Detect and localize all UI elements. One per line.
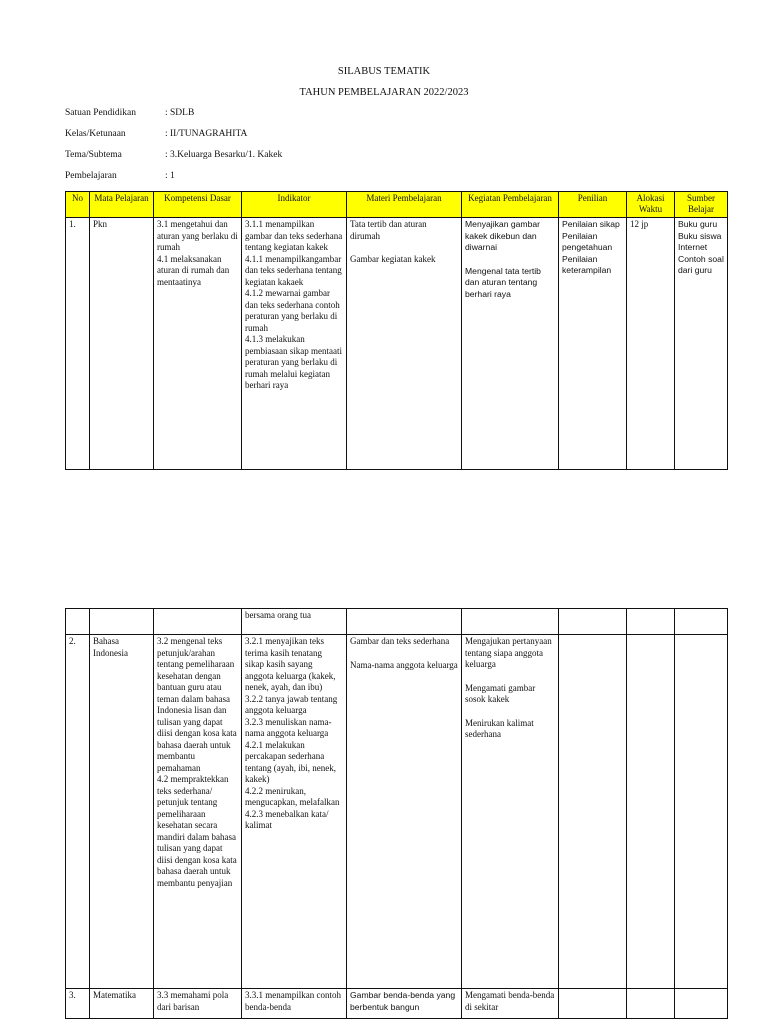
mata-pelajaran: Pkn bbox=[90, 218, 154, 470]
materi-item: Nama-nama anggota keluarga bbox=[350, 659, 458, 670]
alokasi-waktu: 12 jp bbox=[627, 218, 675, 470]
meta-value: : SDLB bbox=[165, 108, 195, 118]
kompetensi-dasar bbox=[154, 218, 242, 470]
indikator-item: 4.1.3 melakukan pembiasaan sikap mentaati peraturan yang berlaku di rumah melalui kegiatan berhari raya bbox=[245, 334, 342, 390]
indikator-item: 3.1.1 menampilkan gambar dan teks sederhana tentang kegiatan kakek bbox=[245, 219, 343, 252]
materi-item: Gambar kegiatan kakek bbox=[350, 254, 436, 264]
kd-item: 4.2 mempraktekkan teks sederhana/ petunjuk tentang pemeliharaan kesehatan secara mandiri dalam bahasa tulisan yang dapat diisi dengan kosa kata bahasa daerah untuk membantu penyajian bbox=[157, 774, 237, 888]
kd-item: 3.1 mengetahui dan aturan yang berlaku di rumah bbox=[157, 219, 238, 252]
penilaian-item: Penilaian keterampilan bbox=[562, 253, 612, 275]
kompetensi-dasar: 3.3 memahami pola dari barisan bbox=[154, 989, 242, 1019]
indikator-item: 3.2.3 menuliskan nama-nama anggota keluarga bbox=[245, 716, 332, 738]
meta-pembelajaran bbox=[65, 171, 175, 181]
header-no: No bbox=[66, 192, 90, 218]
indikator: 3.3.1 menampilkan contoh benda-benda bbox=[242, 989, 347, 1019]
penilaian bbox=[559, 218, 627, 470]
table-row-continuation bbox=[66, 609, 728, 635]
sumber-item: Buku guru bbox=[678, 219, 718, 229]
meta-label: Satuan Pendidikan bbox=[65, 108, 136, 118]
penilaian-item: Penilaian pengetahuan bbox=[562, 230, 613, 252]
table-row bbox=[66, 218, 728, 470]
silabus-table-page-2 bbox=[65, 608, 728, 1019]
row-number: 1. bbox=[66, 218, 90, 470]
kegiatan-pembelajaran bbox=[462, 635, 559, 989]
mata-pelajaran: Bahasa Indonesia bbox=[90, 635, 154, 989]
sumber-item: Contoh soal dari guru bbox=[678, 253, 724, 275]
meta-label: Pembelajaran bbox=[65, 171, 117, 181]
materi-pembelajaran: Gambar benda-benda yang berbentuk bangun bbox=[347, 989, 462, 1019]
mata-pelajaran: Matematika bbox=[90, 989, 154, 1019]
header-sumber: Sumber Belajar bbox=[675, 192, 728, 218]
meta-kelas bbox=[65, 129, 247, 139]
header-mata-pelajaran: Mata Pelajaran bbox=[90, 192, 154, 218]
sumber-belajar bbox=[675, 218, 728, 470]
penilaian-item: Penilaian sikap bbox=[562, 219, 620, 229]
table-row bbox=[66, 635, 728, 989]
kd-item: 3.2 mengenal teks petunjuk/arahan tentang pemeliharaan kesehatan dengan bantuan guru atau teman dalam bahasa Indonesia lisan dan tulisan yang dapat diisi dengan kosa kata bahasa daerah untuk membantu pemahaman bbox=[157, 636, 237, 773]
sumber-item: Buku siswa bbox=[678, 230, 722, 241]
row-number: 2. bbox=[66, 635, 90, 989]
kd-item: 4.1 melaksanakan aturan di rumah dan mentaatinya bbox=[157, 253, 230, 287]
header-kompetensi-dasar: Kompetensi Dasar bbox=[154, 192, 242, 218]
silabus-table-page-1 bbox=[65, 191, 728, 470]
document-subtitle: TAHUN PEMBELAJARAN 2022/2023 bbox=[299, 87, 469, 98]
meta-value: : 1 bbox=[165, 171, 175, 181]
table-header-row bbox=[66, 192, 728, 218]
indikator-item: 3.2.1 menyajikan teks terima kasih tenatang sikap kasih sayang anggota keluarga (kakek, nenek, ayah, dan ibu) bbox=[245, 636, 336, 692]
header-alokasi: Alokasi Waktu bbox=[627, 192, 675, 218]
kegiatan-pembelajaran: Mengamati benda-benda di sekitar bbox=[462, 989, 559, 1019]
indikator: bersama orang tua bbox=[242, 609, 347, 635]
kegiatan-item: Mengenal tata tertib dan aturan tentang berhari raya bbox=[465, 265, 541, 299]
kompetensi-dasar bbox=[154, 635, 242, 989]
indikator-item: 4.1.2 mewarnai gambar dan teks sederhana contoh peraturan yang berlaku di rumah bbox=[245, 288, 340, 333]
meta-satuan bbox=[65, 108, 194, 118]
kegiatan-item: Menyajikan gambar kakek dikebun dan diwarnai bbox=[465, 219, 540, 252]
indikator-item: 3.2.2 tanya jawab tentang anggota keluarga bbox=[245, 693, 338, 715]
indikator-item: 4.1.1 menampilkangambar dan teks sederhana tentang kegiatan kakaek bbox=[245, 253, 342, 287]
materi-pembelajaran bbox=[347, 218, 462, 470]
meta-value: : 3.Keluarga Besarku/1. Kakek bbox=[165, 150, 283, 160]
header-indikator: Indikator bbox=[242, 192, 347, 218]
indikator-item: 4.2.3 menebalkan kata/ kalimat bbox=[245, 808, 329, 830]
row-number: 3. bbox=[66, 989, 90, 1019]
indikator-item: 4.2.2 menirukan, mengucapkan, melafalkan bbox=[245, 785, 340, 807]
kegiatan-item: Mengamati gambar sosok kakek bbox=[465, 682, 536, 704]
indikator bbox=[242, 218, 347, 470]
materi-item: Gambar dan teks sederhana bbox=[350, 636, 450, 646]
indikator bbox=[242, 635, 347, 989]
kegiatan-item: Menirukan kalimat sederhana bbox=[465, 717, 534, 739]
kegiatan-pembelajaran bbox=[462, 218, 559, 470]
meta-label: Kelas/Ketunaan bbox=[65, 129, 126, 139]
document-title: SILABUS TEMATIK bbox=[337, 66, 431, 77]
sumber-item: Internet bbox=[678, 242, 708, 252]
materi-item: Tata tertib dan aturan dirumah bbox=[350, 219, 427, 241]
materi-pembelajaran bbox=[347, 635, 462, 989]
table-row bbox=[66, 989, 728, 1019]
header-materi: Materi Pembelajaran bbox=[347, 192, 462, 218]
meta-label: Tema/Subtema bbox=[65, 150, 122, 160]
header-penilaian: Penilian bbox=[559, 192, 627, 218]
meta-value: : II/TUNAGRAHITA bbox=[165, 129, 248, 139]
meta-tema bbox=[65, 150, 282, 160]
header-kegiatan: Kegiatan Pembelajaran bbox=[462, 192, 559, 218]
kegiatan-item: Mengajukan pertanyaan tentang siapa anggota keluarga bbox=[465, 636, 552, 669]
indikator-item: 4.2.1 melakukan percakapan sederhana tentang (ayah, ibi, nenek, kakek) bbox=[245, 739, 336, 784]
